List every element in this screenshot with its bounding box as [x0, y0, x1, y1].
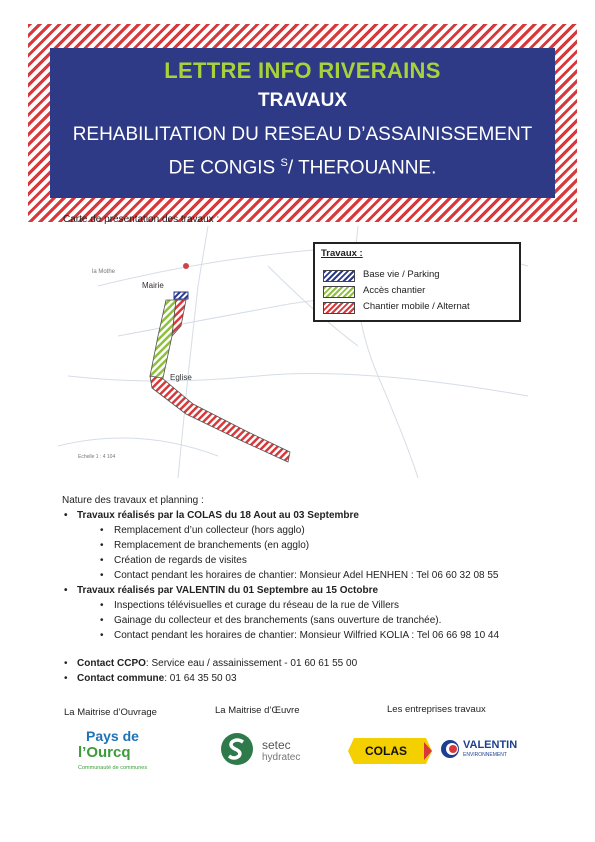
project-title-line1: REHABILITATION DU RESEAU D’ASSAINISSEMENT [72, 124, 533, 145]
map-legend: Travaux : Base vie / Parking Accès chantier Chantier mobile / Alternat [313, 242, 521, 322]
header-banner [50, 48, 555, 198]
map-caption: Carte de présentation des travaux : [63, 214, 220, 225]
svg-text:Echelle 1 : 4 104: Echelle 1 : 4 104 [78, 454, 116, 460]
setec-s-icon [220, 732, 254, 766]
project-title-line2: DE CONGIS $^S$/ THEROUANNE. [168, 157, 437, 179]
valentin-item: • Contact pendant les horaires de chantier: Monsieur Wilfried KOLIA : Tel 06 66 98 10 44 [100, 630, 500, 641]
colas-logo: COLAS [348, 736, 432, 766]
letter-subtitle: TRAVAUX [257, 90, 348, 111]
colas-item: • Contact pendant les horaires de chantier: Monsieur Adel HENHEN : Tel 06 60 32 08 55 [100, 570, 499, 581]
contact-ccpo: • Contact CCPO: Service eau / assainissement - 01 60 61 55 00 [64, 658, 358, 669]
colas-title: • Travaux réalisés par la COLAS du 18 Aout au 03 Septembre [64, 510, 359, 521]
legend-swatch-green [323, 286, 355, 298]
map-label-eglise: Eglise [170, 373, 192, 382]
colas-item: • Remplacement d’un collecteur (hors agglo) [100, 525, 305, 536]
legend-swatch-red [323, 302, 355, 314]
svg-text:la Mothe: la Mothe [92, 269, 116, 275]
pays-de-ourcq-logo: Pays de l’Ourcq Communauté de communes [78, 728, 148, 771]
valentin-item: • Inspections télévisuelles et curage du réseau de la rue de Villers [100, 600, 399, 611]
valentin-title: • Travaux réalisés par VALENTIN du 01 Septembre au 15 Octobre [64, 585, 379, 596]
setec-hydratec-logo: setec hydratec [220, 732, 320, 772]
valentin-swirl-icon [440, 739, 460, 759]
legend-title: Travaux : [321, 248, 363, 259]
valentin-item: • Gainage du collecteur et des branchements (sans ouverture de tranchée). [100, 615, 442, 626]
footer-label-entreprises: Les entreprises travaux [387, 704, 486, 715]
works-heading: Nature des travaux et planning : [62, 495, 204, 506]
valentin-logo: VALENTIN ENVIRONNEMENT [440, 737, 540, 767]
footer-label-ouvrage: La Maitrise d’Ouvrage [64, 707, 157, 718]
contact-commune: • Contact commune: 01 64 35 50 03 [64, 673, 237, 684]
legend-swatch-blue [323, 270, 355, 282]
colas-item: • Remplacement de branchements (en agglo) [100, 540, 310, 551]
colas-item: • Création de regards de visites [100, 555, 247, 566]
letter-title: LETTRE INFO RIVERAINS [164, 58, 441, 83]
project-title [50, 120, 555, 182]
map-chantier-mobile-zone [150, 376, 290, 462]
map-base-vie-zone [174, 292, 188, 299]
footer-label-oeuvre: La Maitrise d’Œuvre [215, 705, 300, 716]
map-label-mairie: Mairie [142, 281, 164, 290]
